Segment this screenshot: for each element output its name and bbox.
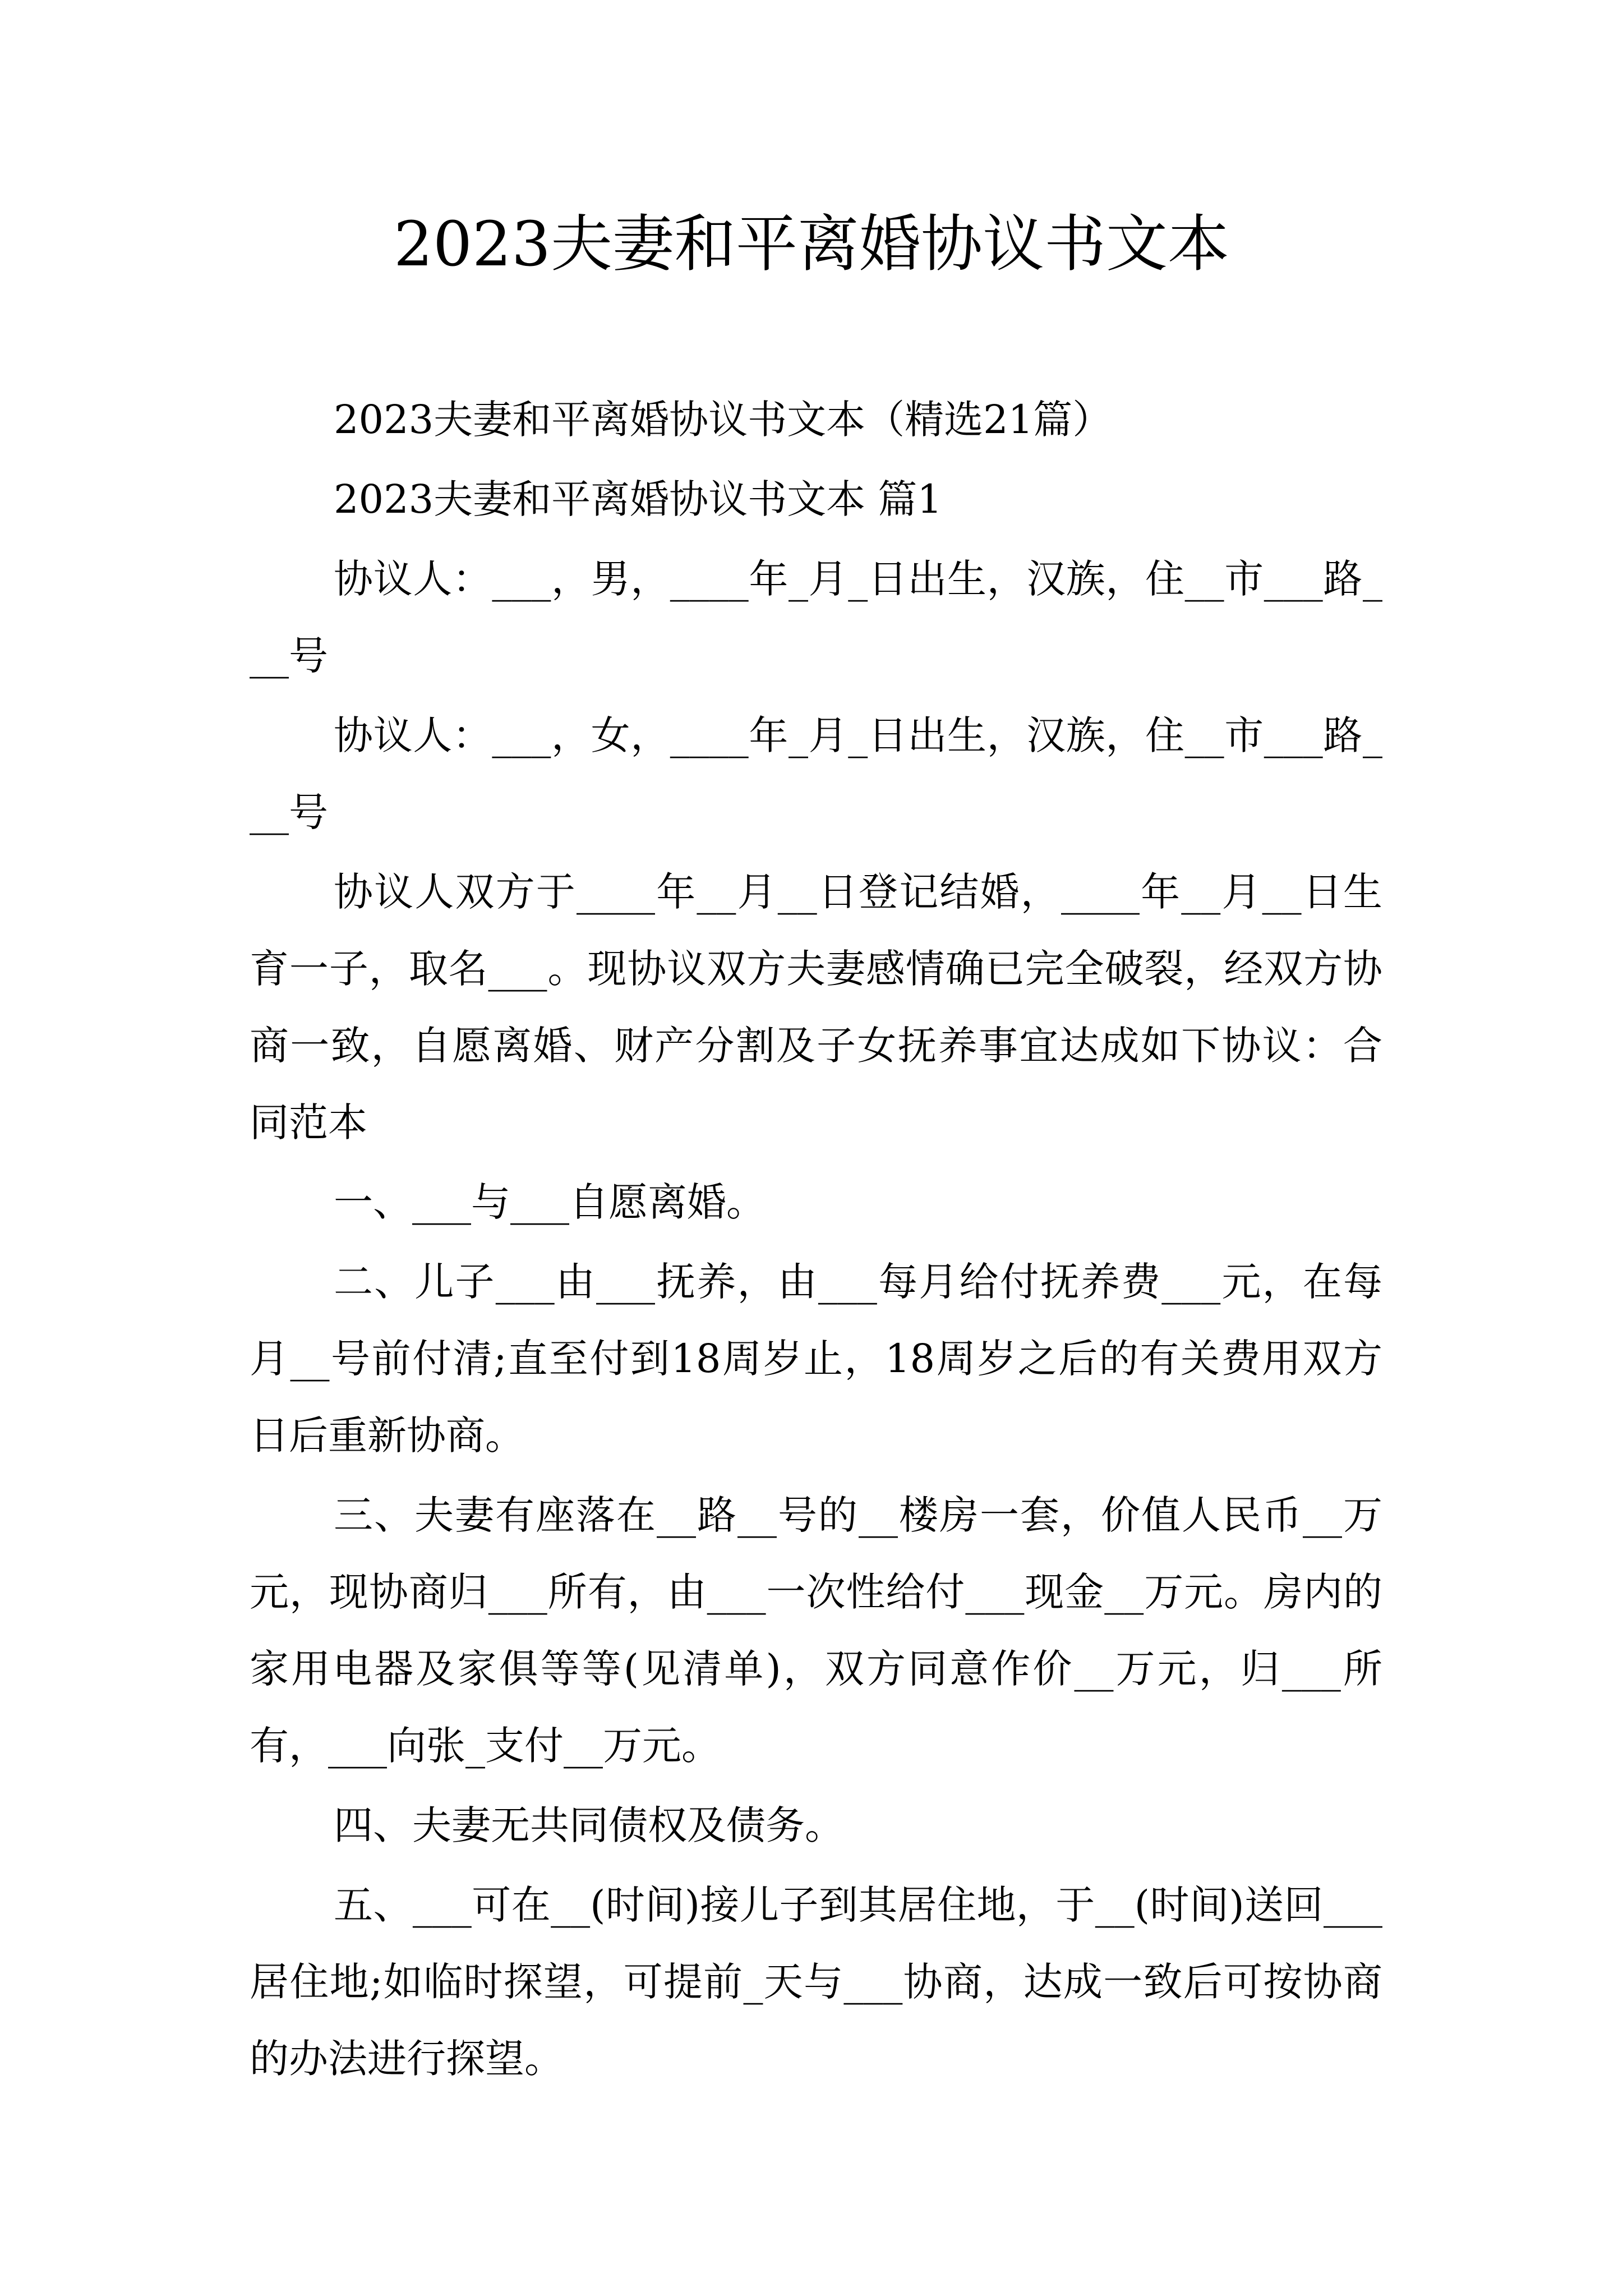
document-title: 2023夫妻和平离婚协议书文本: [394, 208, 1229, 280]
paragraph-clause-3: 三、夫妻有座落在__路__号的__楼房一套，价值人民币__万元，现协商归___所有，由___一次性给付___现金__万元。房内的家用电器及家俱等等(见清单)，双方同意作价__万元，归___所有，___向张_支付__万元。: [250, 1492, 1382, 1769]
paragraph-party-male: 协议人：___，男，____年_月_日出生，汉族，住__市___路___号: [250, 556, 1382, 679]
paragraph-subtitle: 2023夫妻和平离婚协议书文本（精选21篇）: [334, 397, 1112, 443]
paragraph-preamble: 协议人双方于____年__月__日登记结婚，____年__月__日生育一子，取名___。现协议双方夫妻感情确已完全破裂，经双方协商一致，自愿离婚、财产分割及子女抚养事宜达成如下协议：合同范本: [250, 869, 1382, 1145]
paragraph-clause-5: 五、___可在__(时间)接儿子到其居住地，于__(时间)送回___居住地;如临时探望，可提前_天与___协商，达成一致后可按协商的办法进行探望。: [250, 1882, 1382, 2082]
paragraph-clause-2: 二、儿子___由___抚养，由___每月给付抚养费___元，在每月__号前付清;直至付到18周岁止，18周岁之后的有关费用双方日后重新协商。: [250, 1259, 1382, 1458]
paragraph-clause-1: 一、___与___自愿离婚。: [334, 1179, 766, 1225]
paragraph-clause-4: 四、夫妻无共同债权及债务。: [334, 1802, 844, 1848]
paragraph-section-heading: 2023夫妻和平离婚协议书文本 篇1: [334, 476, 942, 522]
document-body: [250, 381, 1382, 2097]
paragraph-party-female: 协议人：___，女，____年_月_日出生，汉族，住__市___路___号: [250, 712, 1382, 835]
